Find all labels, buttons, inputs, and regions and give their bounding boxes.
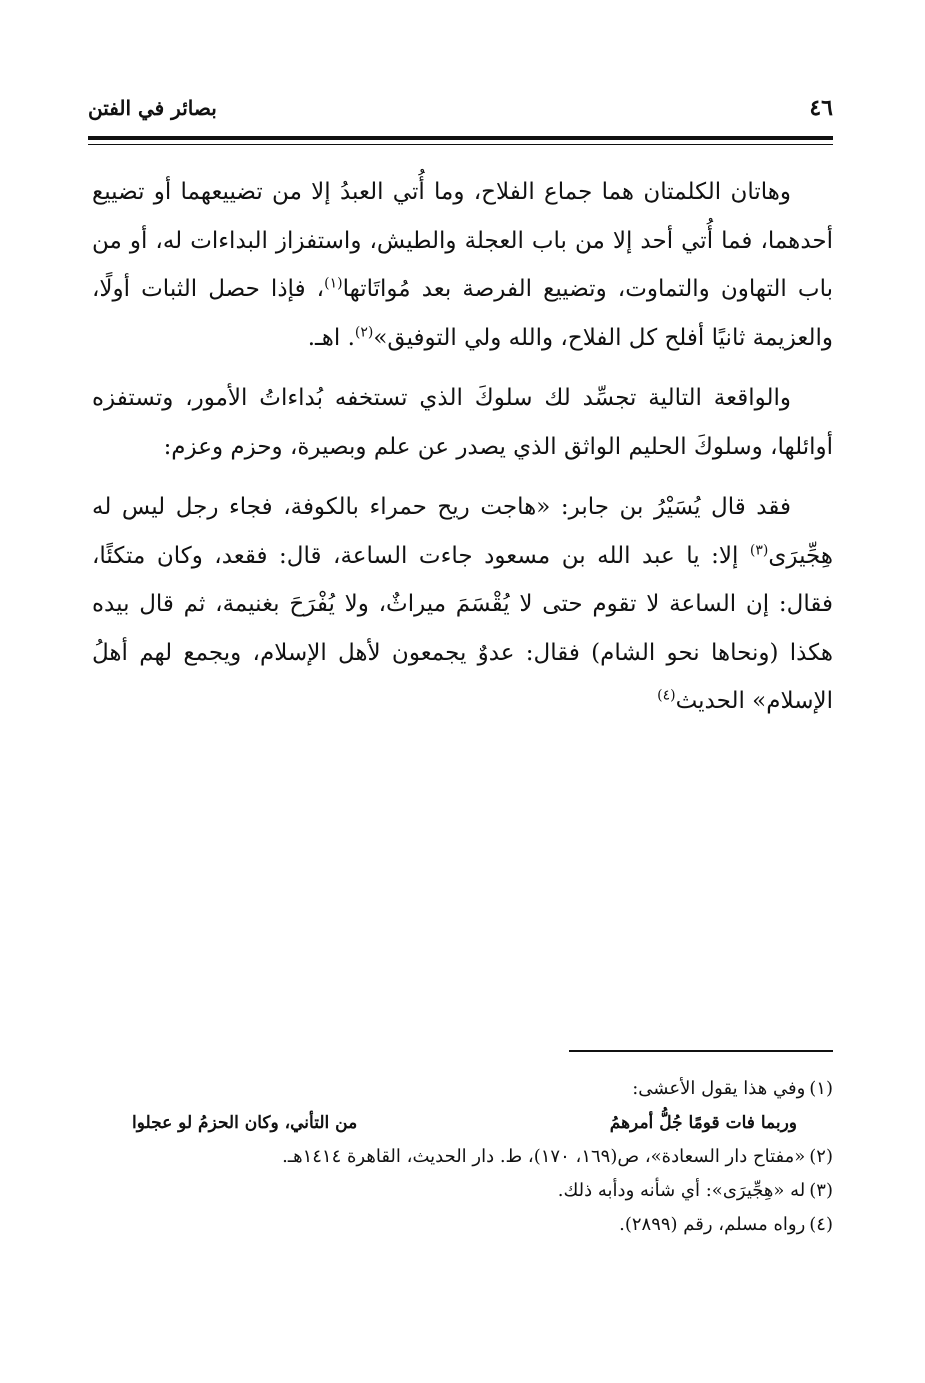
page-header	[88, 92, 833, 132]
footnote-4-text: رواه مسلم، رقم (٢٨٩٩).	[619, 1214, 806, 1235]
verse-first-hemistich: وربما فات قومًا جُلُّ أمرهمُ	[609, 1113, 797, 1133]
verse-second-hemistich: من التأني، وكان الحزمُ لو عجلوا	[132, 1113, 358, 1133]
paragraph-1-text-a: وهاتان الكلمتان هما جماع الفلاح، وما أُتي العبدُ إلا من تضييعهما أو تضييع أحدهما، فما أُتي أحد إلا من باب العجلة والطيش، واستفزاز البداءات له، أو من باب التهاون والتماوت، وتضييع الفرصة بعد مُواتَاتها	[92, 179, 833, 302]
footnote-1	[92, 1072, 833, 1106]
paragraph-1-text-c: . اهـ.	[307, 324, 355, 351]
footnote-divider	[569, 1050, 833, 1052]
footnote-4	[92, 1208, 833, 1242]
paragraph-1	[92, 168, 833, 362]
paragraph-1-text-b: ، فإذا حصل الثبات أولًا، والعزيمة ثانيًا أفلح كل الفلاح، والله ولي التوفيق»	[92, 276, 833, 351]
main-text	[92, 168, 833, 738]
page-number: ٤٦	[809, 95, 833, 121]
running-title: بصائر في الفتن	[88, 96, 217, 120]
footnote-2	[92, 1140, 833, 1174]
footnote-2-number: (٢)	[809, 1146, 833, 1167]
paragraph-3-text-b: إلا: يا عبد الله بن مسعود جاءت الساعة، قال: فقعد، وكان متكئًا، فقال: إن الساعة لا تقوم حتى لا يُقْسَمَ ميراثٌ، ولا يُفْرَحَ بغنيمة، ثم قال بيده هكذا (ونحاها نحو الشام) فقال: عدوٌ يجمعون لأهل الإسلام، ويجمع لهم أهلُ الإسلام» الحديث	[92, 542, 833, 714]
footnote-3	[92, 1174, 833, 1208]
footnote-ref-3[interactable]: (٣)	[749, 541, 769, 558]
footnote-ref-4[interactable]: (٤)	[657, 687, 676, 704]
footnote-ref-2[interactable]: (٢)	[354, 323, 374, 340]
poetry-verse	[92, 1106, 833, 1140]
paragraph-2-text: والواقعة التالية تجسِّد لك سلوكَ الذي تستخفه بُداءاتُ الأمور، وتستفزه أوائلها، وسلوكَ الحليم الواثق الذي يصدر عن علم وبصيرة، وحزم وعزم:	[92, 385, 833, 460]
paragraph-2	[92, 374, 833, 471]
footnote-3-text: له «هِجِّيرَى»: أي شأنه ودأبه ذلك.	[557, 1180, 806, 1201]
footnote-ref-1[interactable]: (١)	[324, 275, 343, 292]
footnote-1-number: (١)	[809, 1078, 833, 1099]
paragraph-3-text-a: فقد قال يُسَيْرُ بن جابر: «هاجت ريح حمراء بالكوفة، فجاء رجل ليس له هِجِّيرَى	[92, 494, 833, 569]
paragraph-3	[92, 483, 833, 726]
footnote-1-text: وفي هذا يقول الأعشى:	[632, 1078, 806, 1099]
footnote-4-number: (٤)	[809, 1214, 833, 1235]
footnote-3-number: (٣)	[809, 1180, 833, 1201]
footnotes	[92, 1072, 833, 1242]
header-rule-thin	[88, 144, 833, 145]
footnote-2-text: «مفتاح دار السعادة»، ص(١٦٩، ١٧٠)، ط. دار الحديث، القاهرة ١٤١٤هـ.	[282, 1146, 806, 1167]
header-rule-thick	[88, 136, 833, 140]
